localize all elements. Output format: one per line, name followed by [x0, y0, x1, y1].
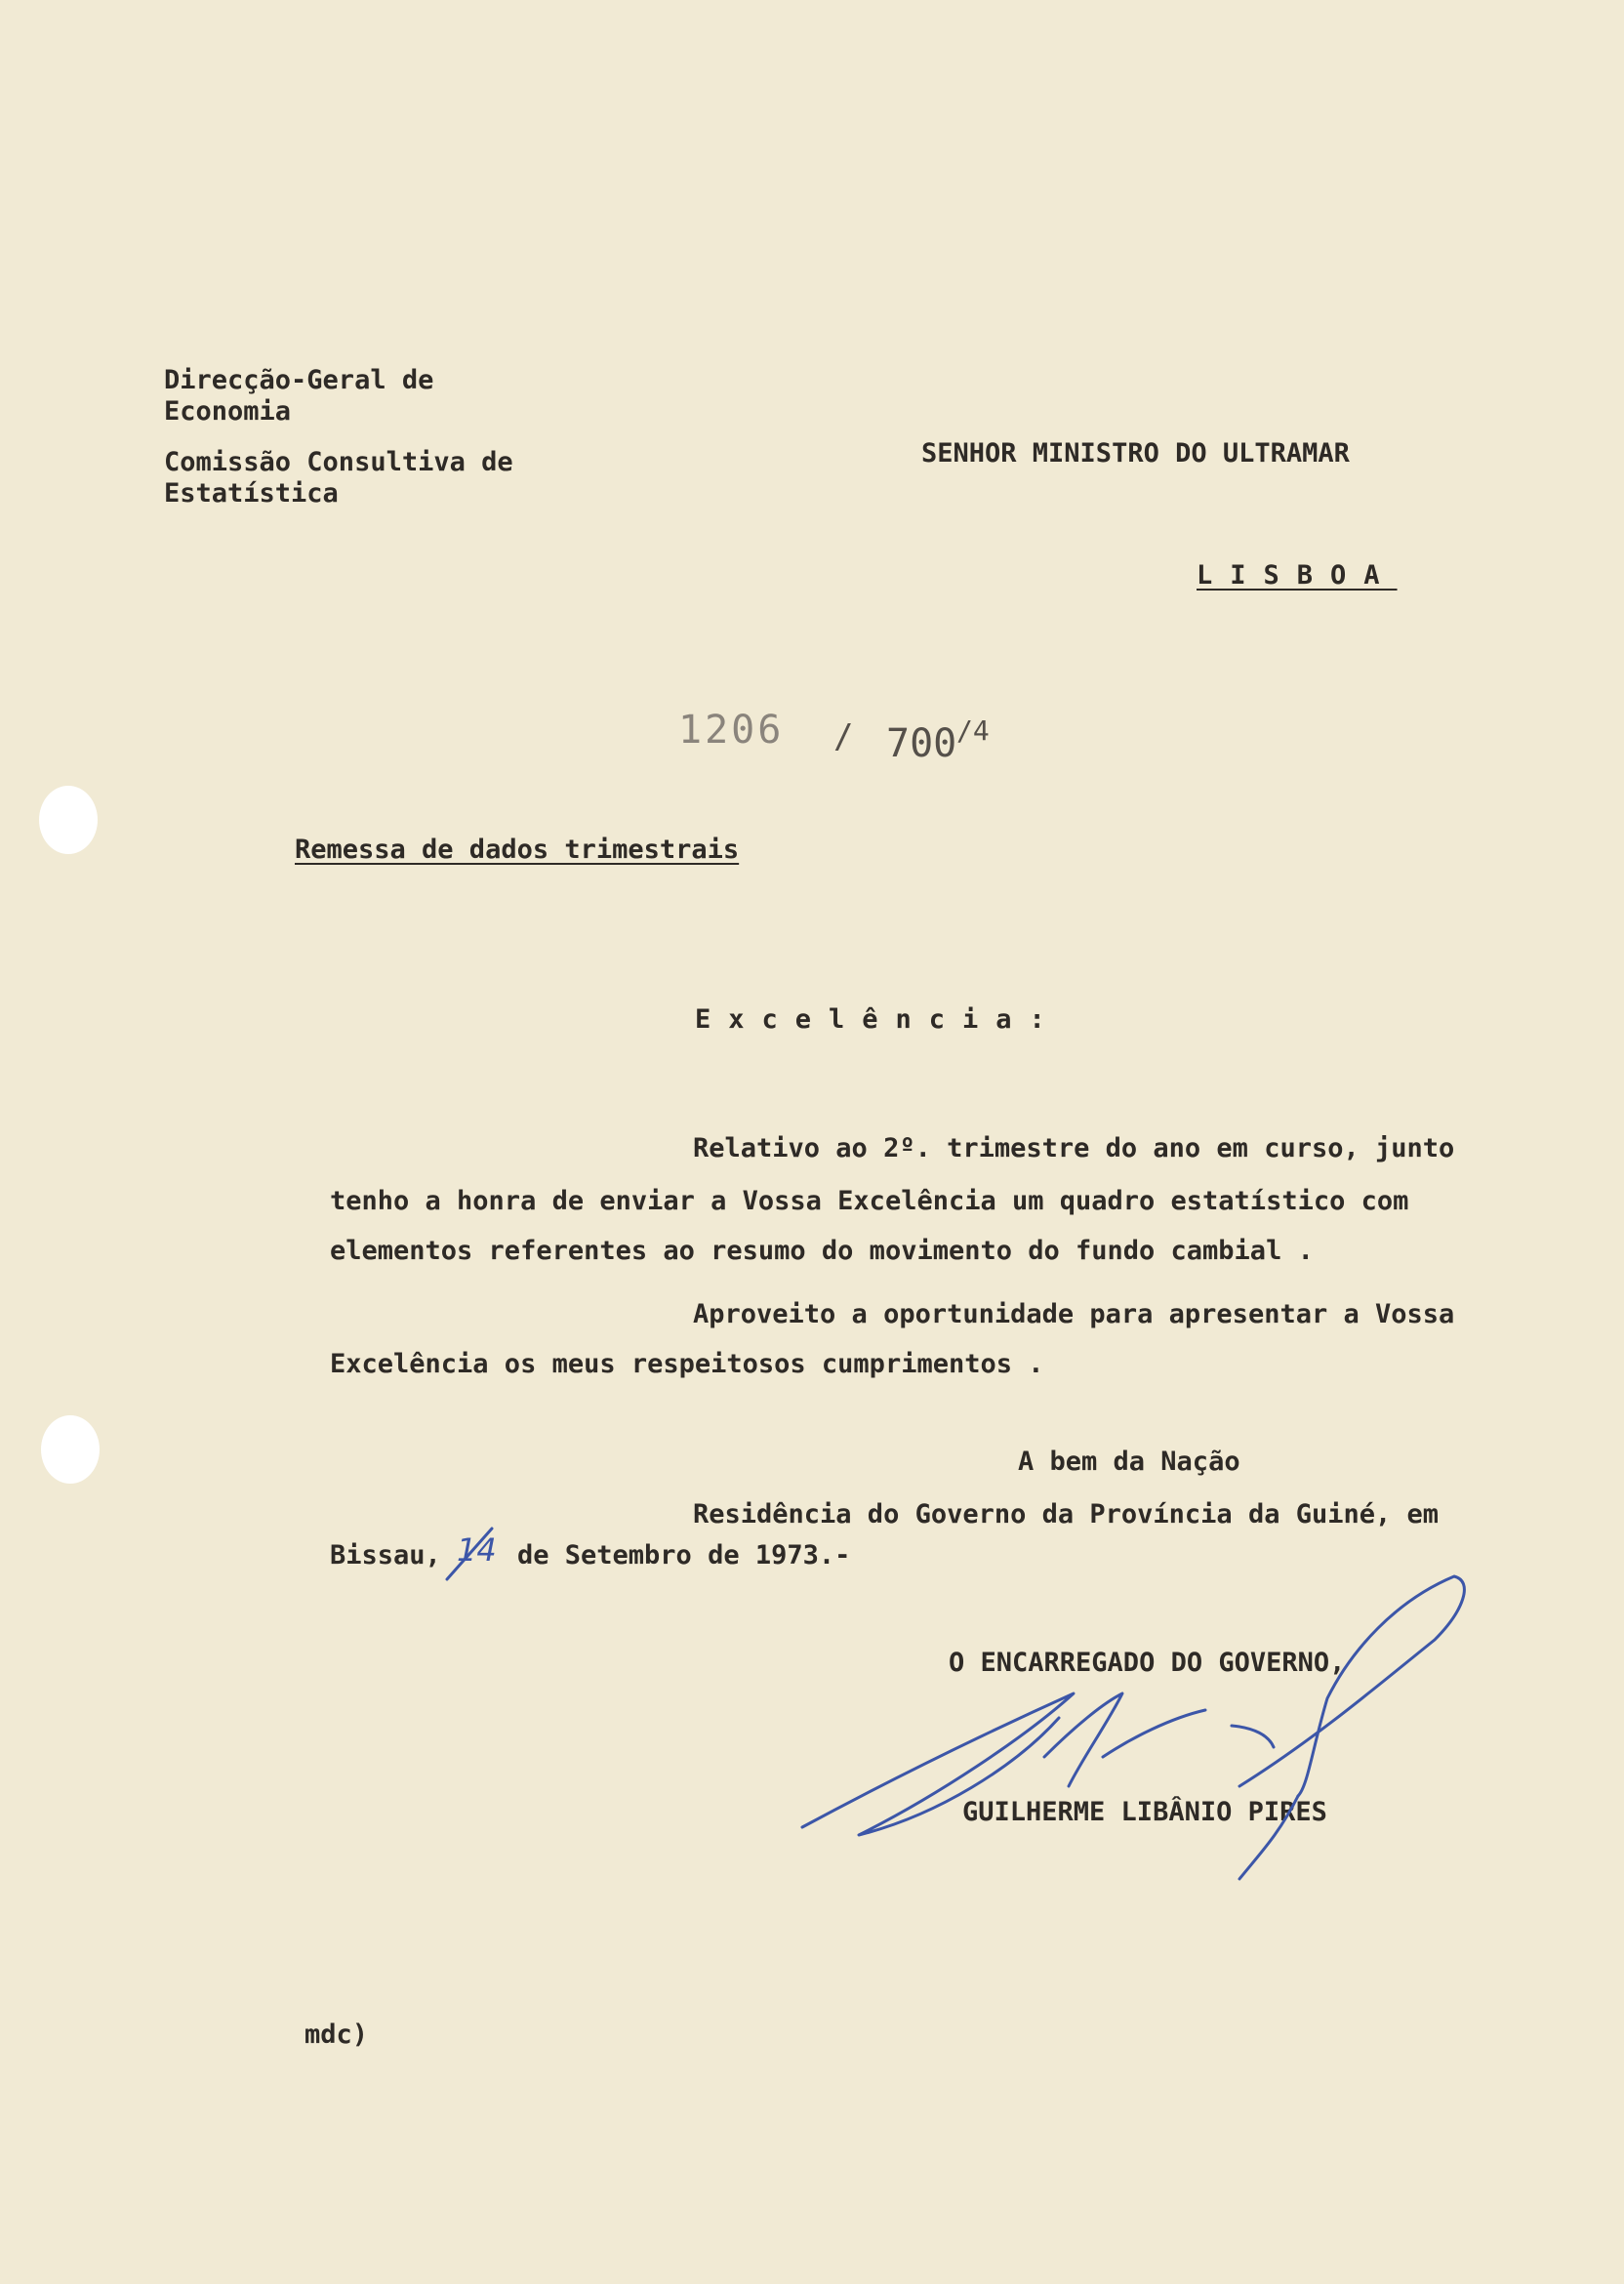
- reference-number: 1206: [678, 708, 785, 753]
- reference-separator: /: [833, 717, 854, 756]
- body-p1-line2: tenho a honra de enviar a Vossa Excelência um quadro estatístico com: [330, 1186, 1409, 1216]
- subject-line: Remessa de dados trimestrais: [295, 835, 740, 865]
- closing-motto: A bem da Nação: [1018, 1447, 1240, 1477]
- sender-line-3: Comissão Consultiva de: [164, 447, 513, 477]
- closing-date-prefix: Bissau,: [330, 1540, 441, 1570]
- salutation: Excelência:: [695, 1004, 1063, 1035]
- sender-line-1: Direcção-Geral de: [164, 365, 434, 395]
- signature: [802, 1576, 1464, 1879]
- sender-line-2: Economia: [164, 396, 292, 427]
- recipient-city: LISBOA: [1197, 560, 1398, 591]
- recipient-name: SENHOR MINISTRO DO ULTRAMAR: [921, 438, 1350, 469]
- body-p2-line2: Excelência os meus respeitosos cumprimentos .: [330, 1349, 1044, 1379]
- typist-initials: mdc): [304, 2019, 369, 2050]
- body-p2-line1: Aproveito a oportunidade para apresentar a Vossa: [693, 1299, 1455, 1329]
- sender-line-4: Estatística: [164, 478, 339, 509]
- reference-code: 700: [886, 721, 957, 766]
- body-p1-line3: elementos referentes ao resumo do movimento do fundo cambial .: [330, 1236, 1314, 1266]
- reference-suffix: /4: [956, 714, 990, 747]
- body-p1-line1: Relativo ao 2º. trimestre do ano em curso, junto: [693, 1133, 1455, 1163]
- closing-residence: Residência do Governo da Província da Guiné, em: [693, 1499, 1440, 1529]
- signatory-title: O ENCARREGADO DO GOVERNO,: [949, 1648, 1346, 1678]
- closing-date-day: 14: [457, 1531, 497, 1569]
- date-ink-stroke: [447, 1529, 492, 1579]
- signatory-name: GUILHERME LIBÂNIO PIRES: [962, 1797, 1327, 1827]
- closing-date-rest: de Setembro de 1973.-: [517, 1540, 851, 1570]
